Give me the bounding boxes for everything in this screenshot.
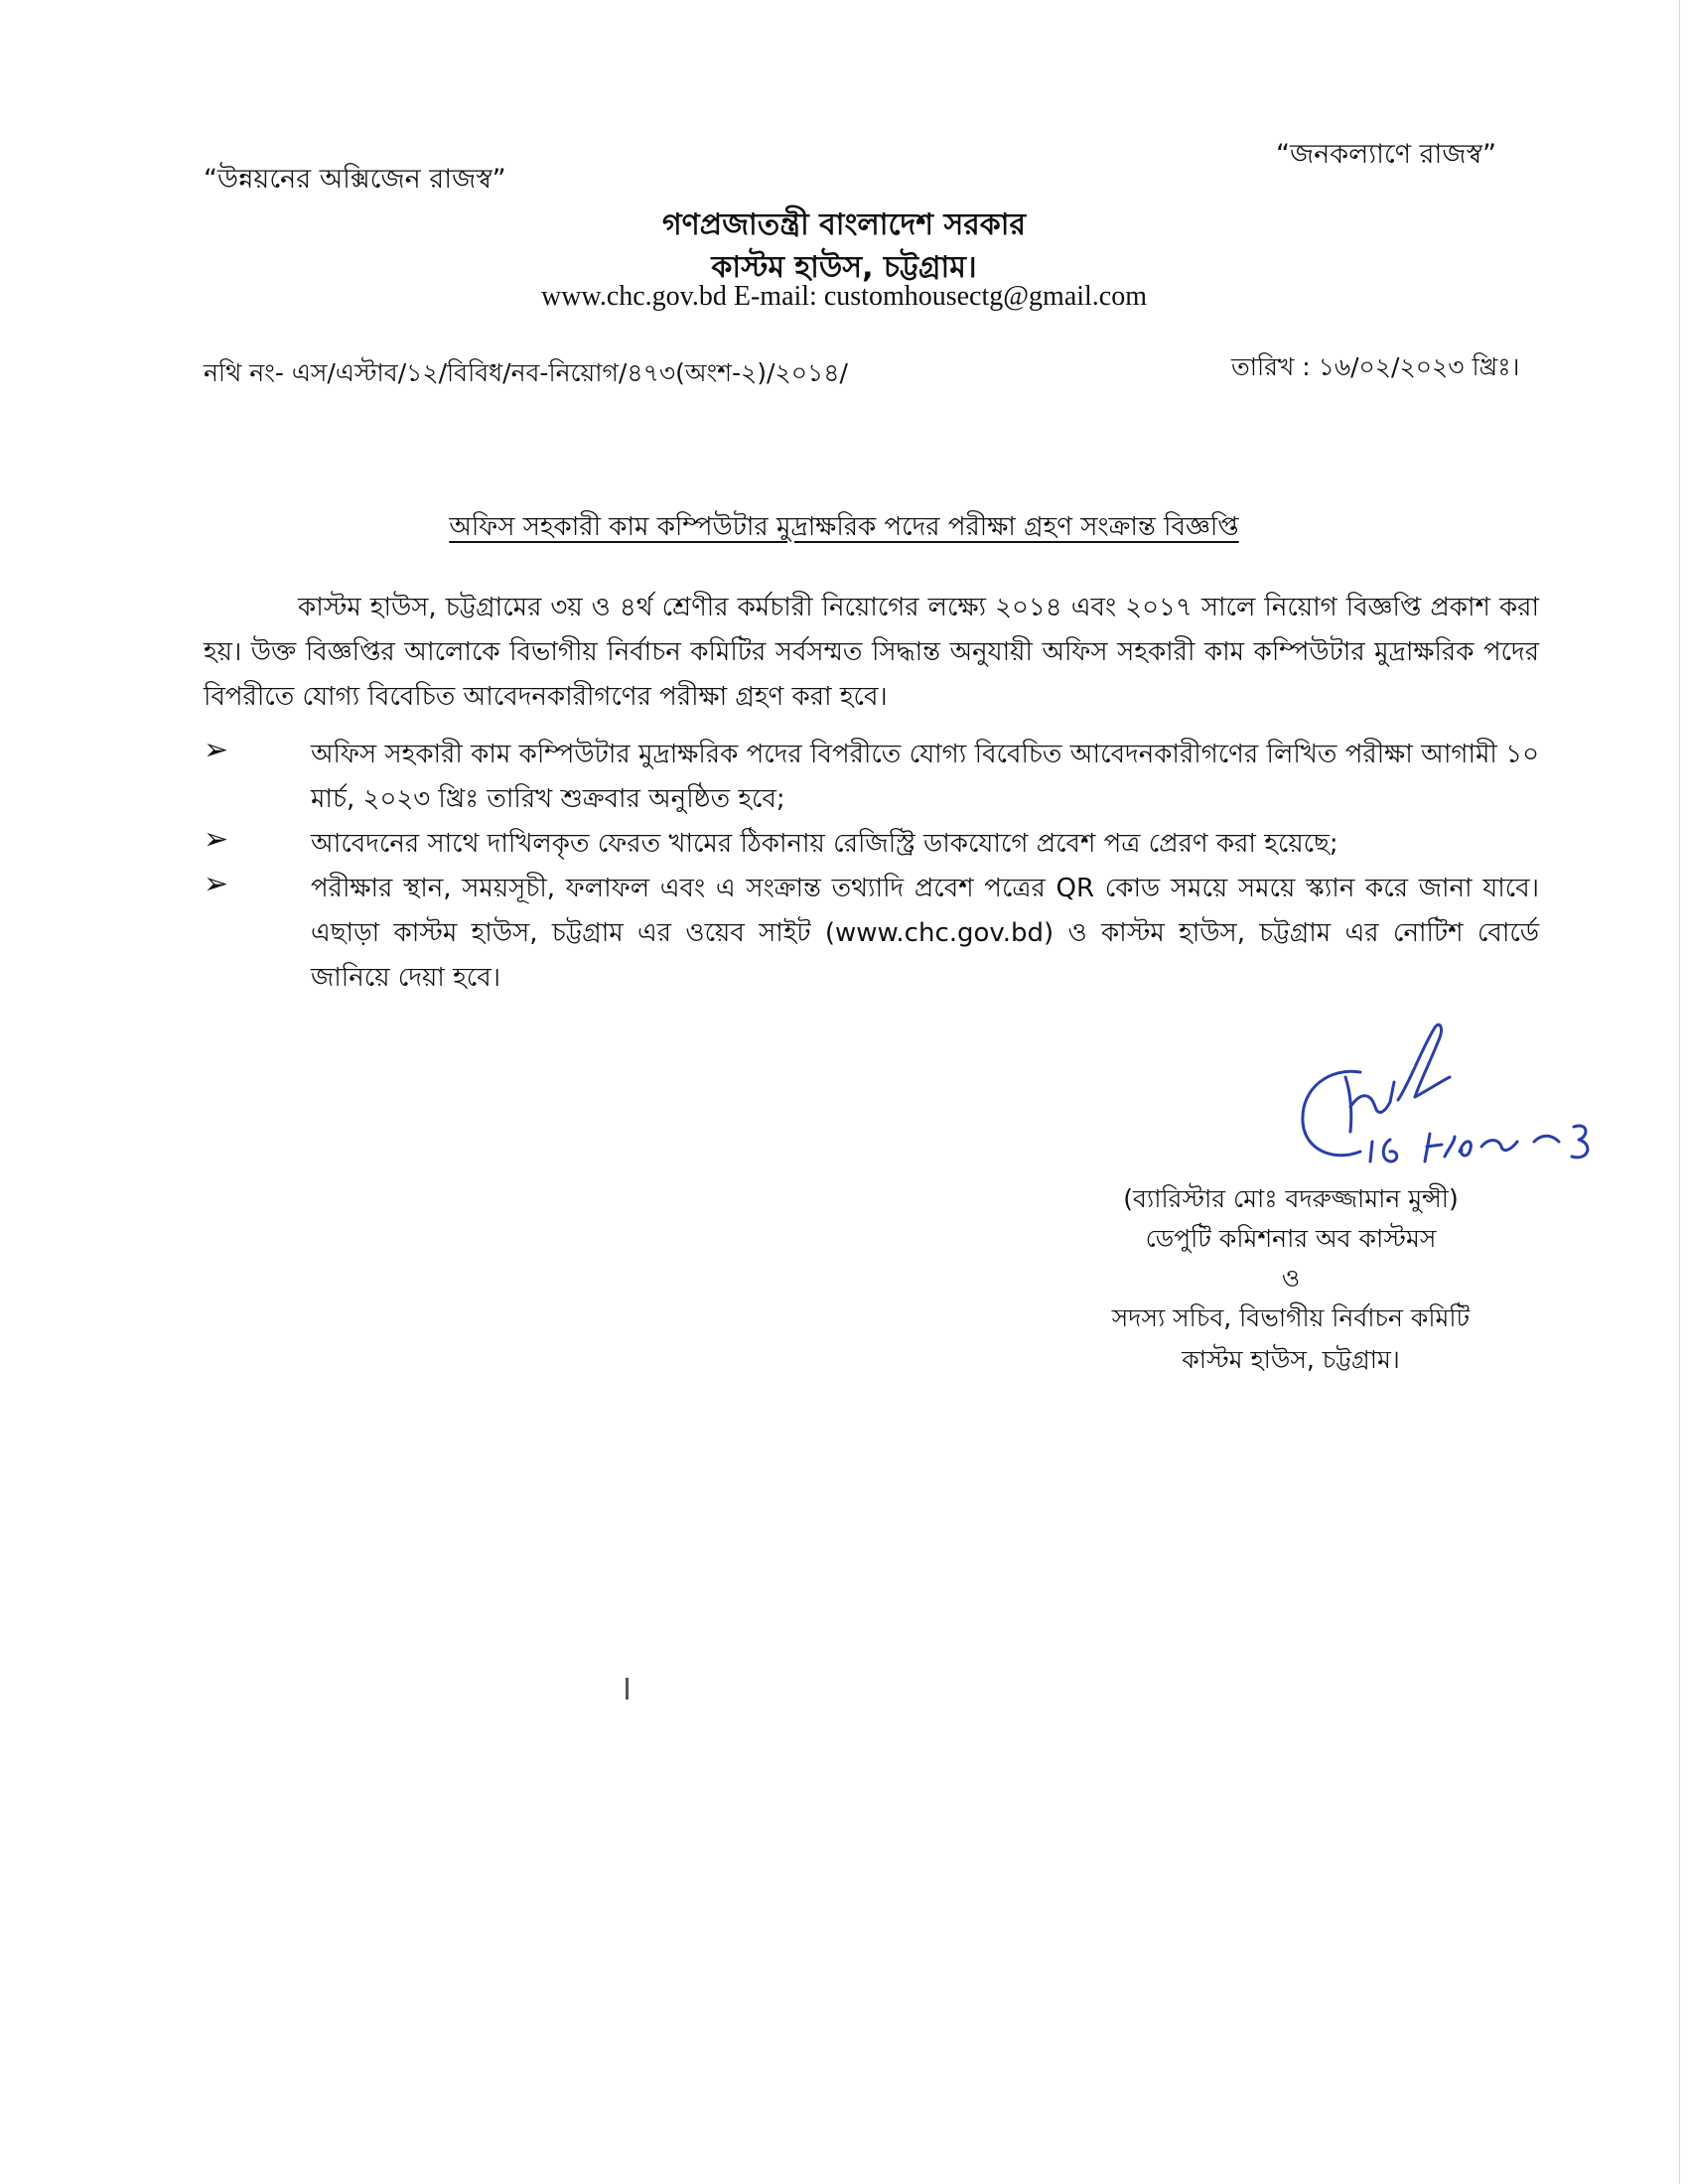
file-number: নথি নং- এস/এস্টাব/১২/বিবিধ/নব-নিয়োগ/৪৭৩(অংশ-২)/২০১৪/ bbox=[204, 358, 848, 387]
motto-right: “জনকল্যাণে রাজস্ব” bbox=[1276, 139, 1496, 170]
office-name: কাস্টম হাউস, চট্টগ্রাম। bbox=[711, 250, 977, 285]
signatory-conjunction: ও bbox=[1281, 1264, 1301, 1293]
signatory-name: (ব্যারিস্টার মোঃ বদরুজ্জামান মুন্সী) bbox=[1123, 1184, 1459, 1213]
body-paragraph: কাস্টম হাউস, চট্টগ্রামের ৩য় ও ৪র্থ শ্রেণীর কর্মচারী নিয়োগের লক্ষ্যে ২০১৪ এবং ২০১৭ সালে নিয়োগ বিজ্ঞপ্তি প্রকাশ করা হয়। উক্ত বিজ্ঞপ্তির আলোকে বিভাগীয় নির্বাচন কমিটির সর্বসম্মত সিদ্ধান্ত অনুযায়ী অফিস সহকারী কাম কম্পিউটার মুদ্রাক্ষরিক পদের বিপরীতে যোগ্য বিবেচিত আবেদনকারীগণের পরীক্ষা গ্রহণ করা হবে। bbox=[204, 593, 1539, 712]
bullet-item: পরীক্ষার স্থান, সময়সূচী, ফলাফল এবং এ সংক্রান্ত তথ্যাদি প্রবেশ পত্রের QR কোড সময়ে সময়ে স্ক্যান করে জানা যাবে। এছাড়া কাস্টম হাউস, চট্টগ্রাম এর ওয়েব সাইট (www.chc.gov.bd) ও কাস্টম হাউস, চট্টগ্রাম এর নোটিশ বোর্ডে জানিয়ে দেয়া হবে। bbox=[311, 874, 1539, 993]
signatory-office: কাস্টম হাউস, চট্টগ্রাম। bbox=[1182, 1345, 1400, 1374]
signature-image bbox=[1291, 1013, 1609, 1181]
arrow-bullet-icon: ➢ bbox=[204, 867, 229, 901]
scan-edge bbox=[1679, 0, 1680, 2184]
document-date: তারিখ : ১৬/০২/২০২৩ খ্রিঃ। bbox=[1231, 352, 1520, 381]
signatory-designation-2: সদস্য সচিব, বিভাগীয় নির্বাচন কমিটি bbox=[1111, 1303, 1471, 1332]
motto-left: “উন্নয়নের অক্সিজেন রাজস্ব” bbox=[204, 164, 506, 195]
arrow-bullet-icon: ➢ bbox=[204, 822, 229, 857]
notice-subject: অফিস সহকারী কাম কম্পিউটার মুদ্রাক্ষরিক পদের পরীক্ষা গ্রহণ সংক্রান্ত বিজ্ঞপ্তি bbox=[449, 512, 1239, 542]
bullet-item: অফিস সহকারী কাম কম্পিউটার মুদ্রাক্ষরিক পদের বিপরীতে যোগ্য বিবেচিত আবেদনকারীগণের লিখিত পরীক্ষা আগামী ১০ মার্চ, ২০২৩ খ্রিঃ তারিখ শুক্রবার অনুষ্ঠিত হবে; bbox=[311, 740, 1539, 814]
arrow-bullet-icon: ➢ bbox=[204, 733, 229, 767]
bullet-item: আবেদনের সাথে দাখিলকৃত ফেরত খামের ঠিকানায় রেজিস্ট্রি ডাকযোগে প্রবেশ পত্র প্রেরণ করা হয়েছে; bbox=[311, 829, 1338, 859]
signatory-designation: ডেপুটি কমিশনার অব কাস্টমস bbox=[1145, 1224, 1437, 1253]
government-name: গণপ্রজাতন্ত্রী বাংলাদেশ সরকার bbox=[662, 207, 1026, 242]
scan-speck bbox=[626, 1678, 629, 1700]
web-email-line: www.chc.gov.bd E-mail: customhousectg@gmail.com bbox=[540, 281, 1148, 312]
